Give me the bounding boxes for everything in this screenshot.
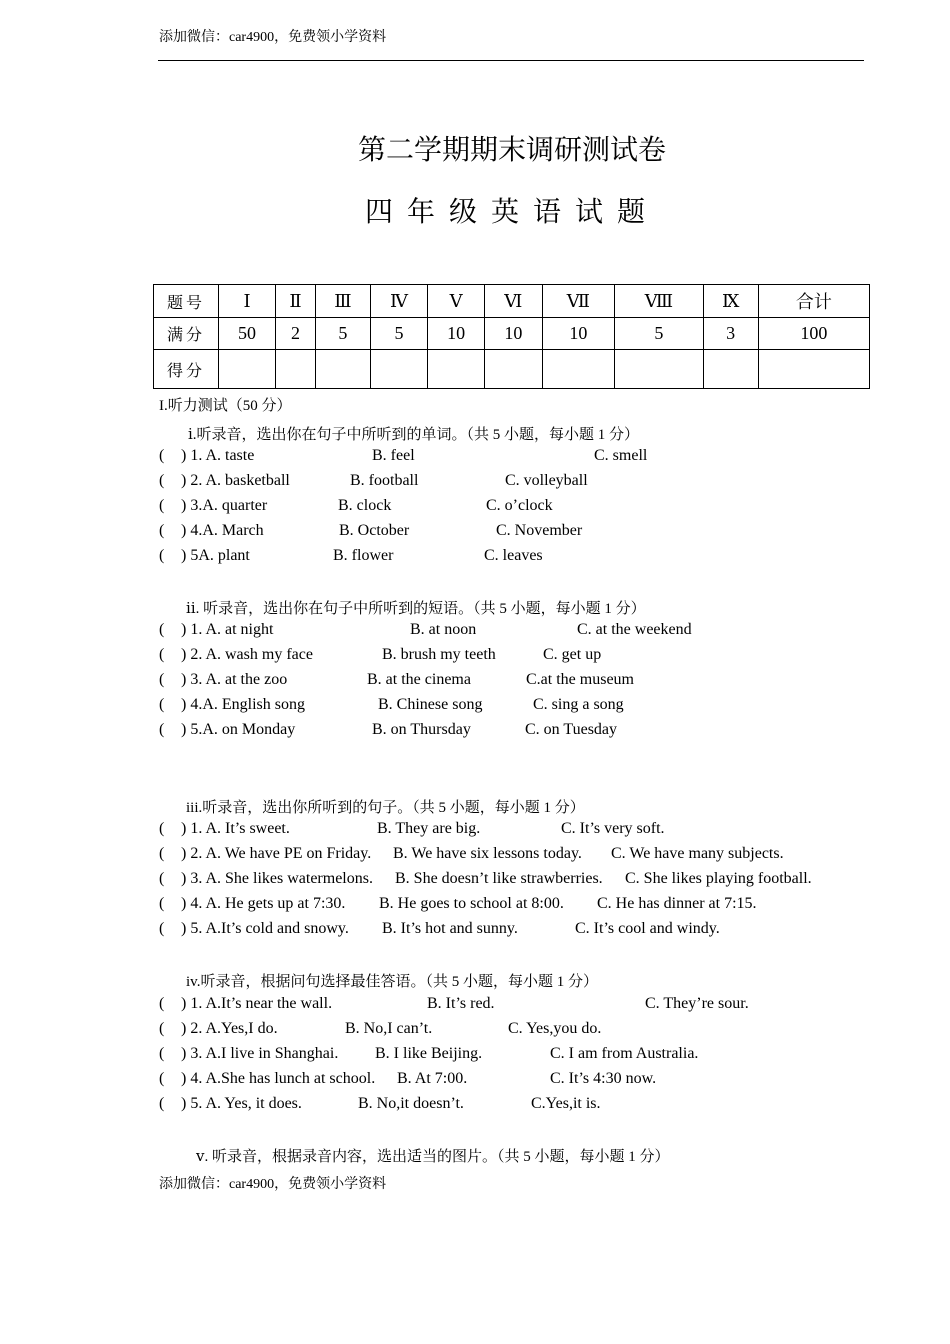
answer-paren: ( [159,820,165,837]
question-option-c: C.at the museum [526,671,634,688]
question-option-b: B. feel [372,447,415,464]
section-title: ⅴ. 听录音，根据录音内容，选出适当的图片。（共 5 小题，每小题 1 分） [196,1149,670,1165]
question-row [159,845,859,867]
table-cell: 10 [428,318,485,350]
page-footer: 添加微信：car4900，免费领小学资料 [159,1177,387,1192]
question-option-a: ) 2. A. We have PE on Friday. [181,845,372,862]
question-option-a: ) 5A. plant [181,547,250,564]
question-option-b: B. No,I can’t. [345,1020,433,1037]
table-cell: 50 [219,318,276,350]
section-title: ⅰ.听录音，选出你在句子中所听到的单词。（共 5 小题，每小题 1 分） [188,427,640,443]
question-row [159,895,859,917]
question-option-b: B. Chinese song [378,696,483,713]
question-option-c: C. November [496,522,583,539]
question-option-b: B. She doesn’t like strawberries. [395,870,603,887]
question-option-a: ) 4. A.She has lunch at school. [181,1070,376,1087]
table-cell: 100 [758,318,869,350]
score-entry-cell[interactable] [542,350,615,389]
question-option-b: B. No,it doesn’t. [358,1095,464,1112]
answer-paren: ( [159,696,165,713]
answer-paren: ( [159,447,165,464]
question-row [159,472,859,494]
question-option-b: B. It’s red. [427,995,495,1012]
question-option-a: ) 3.A. quarter [181,497,268,514]
question-row [159,870,859,892]
section-title: ⅱ. 听录音，选出你在句子中所听到的短语。（共 5 小题，每小题 1 分） [186,601,646,617]
question-option-a: ) 5. A. Yes, it does. [181,1095,302,1112]
question-option-b: B. At 7:00. [397,1070,468,1087]
question-option-c: C. leaves [484,547,543,564]
question-row [159,1045,859,1067]
question-option-c: C. on Tuesday [525,721,618,738]
question-option-a: ) 5.A. on Monday [181,721,296,738]
question-row [159,920,859,942]
score-table-got-row [154,350,870,389]
question-option-b: B. October [339,522,410,539]
question-option-a: ) 2. A. basketball [181,472,290,489]
answer-paren: ( [159,1020,165,1037]
question-option-b: B. clock [338,497,392,514]
question-option-c: C. He has dinner at 7:15. [597,895,757,912]
table-cell: Ⅷ [615,285,703,318]
answer-paren: ( [159,995,165,1012]
question-option-c: C. We have many subjects. [611,845,784,862]
question-option-b: B. at noon [410,621,477,638]
answer-paren: ( [159,522,165,539]
answer-paren: ( [159,870,165,887]
question-option-a: ) 2. A. wash my face [181,646,313,663]
table-cell: 题号 [154,285,219,318]
question-row [159,671,859,693]
table-cell: Ⅸ [703,285,758,318]
question-option-a: ) 5. A.It’s cold and snowy. [181,920,349,937]
answer-paren: ( [159,920,165,937]
table-cell: Ⅴ [428,285,485,318]
question-option-b: B. It’s hot and sunny. [382,920,518,937]
table-cell: 10 [542,318,615,350]
score-entry-cell[interactable] [758,350,869,389]
question-option-c: C.Yes,it is. [531,1095,601,1112]
answer-paren: ( [159,1095,165,1112]
question-option-a: ) 4.A. English song [181,696,305,713]
question-row [159,820,859,842]
answer-paren: ( [159,621,165,638]
answer-paren: ( [159,497,165,514]
table-cell: Ⅲ [315,285,370,318]
exam-subtitle: 四年级英语试题 [364,195,659,228]
question-row [159,646,859,668]
question-option-b: B. flower [333,547,394,564]
question-row [159,1095,859,1117]
question-option-a: ) 4. A. He gets up at 7:30. [181,895,346,912]
score-entry-cell[interactable] [615,350,703,389]
answer-paren: ( [159,646,165,663]
part1-title: I.听力测试（50 分） [159,398,292,414]
score-entry-cell[interactable] [276,350,316,389]
question-option-a: ) 3. A. She likes watermelons. [181,870,373,887]
question-option-a: ) 4.A. March [181,522,264,539]
table-cell: 5 [615,318,703,350]
answer-paren: ( [159,671,165,688]
question-row [159,696,859,718]
question-row [159,497,859,519]
table-cell: Ⅰ [219,285,276,318]
answer-paren: ( [159,1045,165,1062]
header-rule [158,60,864,61]
question-row [159,995,859,1017]
question-option-a: ) 2. A.Yes,I do. [181,1020,278,1037]
question-row [159,621,859,643]
table-cell: 满分 [154,318,219,350]
score-entry-cell[interactable] [315,350,370,389]
table-cell: 5 [371,318,428,350]
question-row [159,547,859,569]
score-entry-cell[interactable] [219,350,276,389]
question-option-a: ) 3. A.I live in Shanghai. [181,1045,339,1062]
question-option-b: B. They are big. [377,820,481,837]
question-option-c: C. smell [594,447,648,464]
answer-paren: ( [159,721,165,738]
table-cell: 得分 [154,350,219,389]
question-option-c: C. It’s very soft. [561,820,665,837]
question-option-c: C. Yes,you do. [508,1020,602,1037]
question-row [159,721,859,743]
table-cell: Ⅱ [276,285,316,318]
score-table-header-row [154,285,870,318]
question-option-a: ) 1. A. taste [181,447,255,464]
question-option-b: B. brush my teeth [382,646,496,663]
table-cell: 2 [276,318,316,350]
table-cell: 5 [315,318,370,350]
section-title: iv.听录音，根据问句选择最佳答语。（共 5 小题，每小题 1 分） [186,974,598,990]
score-table [153,284,870,389]
score-entry-cell[interactable] [371,350,428,389]
question-option-b: B. He goes to school at 8:00. [379,895,564,912]
question-option-a: ) 1. A. at night [181,621,274,638]
score-entry-cell[interactable] [485,350,542,389]
question-option-a: ) 1. A.It’s near the wall. [181,995,333,1012]
question-option-c: C. She likes playing football. [625,870,812,887]
question-option-a: ) 3. A. at the zoo [181,671,288,688]
table-cell: Ⅳ [371,285,428,318]
answer-paren: ( [159,472,165,489]
question-option-b: B. I like Beijing. [375,1045,483,1062]
question-row [159,522,859,544]
question-option-b: B. at the cinema [367,671,471,688]
table-cell: 10 [485,318,542,350]
question-option-b: B. We have six lessons today. [393,845,582,862]
question-option-c: C. volleyball [505,472,588,489]
exam-title: 第二学期期末调研测试卷 [357,133,666,166]
question-option-c: C. They’re sour. [645,995,749,1012]
question-row [159,1020,859,1042]
answer-paren: ( [159,895,165,912]
question-option-a: ) 1. A. It’s sweet. [181,820,290,837]
answer-paren: ( [159,547,165,564]
question-option-b: B. football [350,472,419,489]
question-option-c: C. I am from Australia. [550,1045,699,1062]
question-option-c: C. sing a song [533,696,624,713]
score-table-full-row [154,318,870,350]
table-cell: 合计 [758,285,869,318]
score-entry-cell[interactable] [703,350,758,389]
question-option-c: C. It’s cool and windy. [575,920,720,937]
table-cell: Ⅶ [542,285,615,318]
question-row [159,1070,859,1092]
page-header: 添加微信：car4900，免费领小学资料 [159,30,387,45]
score-entry-cell[interactable] [428,350,485,389]
table-cell: 3 [703,318,758,350]
question-option-b: B. on Thursday [372,721,471,738]
answer-paren: ( [159,1070,165,1087]
question-option-c: C. It’s 4:30 now. [550,1070,657,1087]
question-option-c: C. o’clock [486,497,553,514]
question-row [159,447,859,469]
table-cell: Ⅵ [485,285,542,318]
question-option-c: C. get up [543,646,602,663]
answer-paren: ( [159,845,165,862]
question-option-c: C. at the weekend [577,621,692,638]
section-title: iii.听录音，选出你所听到的句子。（共 5 小题，每小题 1 分） [186,800,585,816]
